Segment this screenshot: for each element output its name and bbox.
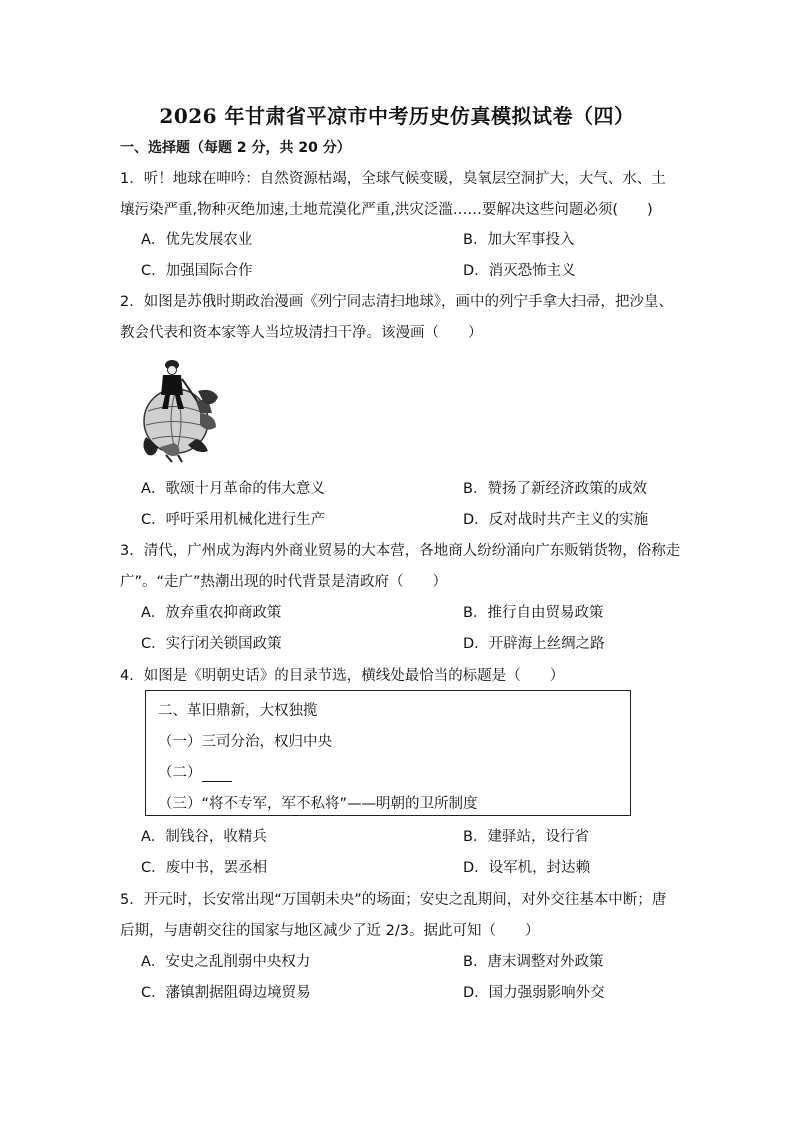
question-1-stem-line-1: 1．听！地球在呻吟：自然资源枯竭，全球气候变暖，臭氧层空洞扩大，大气、水、土 xyxy=(120,171,666,187)
question-2-stem-line-2: 教会代表和资本家等人当垃圾清扫干净。该漫画（ ） xyxy=(120,325,483,341)
question-1-option-a: A．优先发展农业 xyxy=(141,232,253,248)
question-5-stem-line-1: 5．开元时，长安常出现“万国朝未央”的场面；安史之乱期间，对外交往基本中断；唐 xyxy=(120,892,667,908)
question-1-option-b: B．加大军事投入 xyxy=(463,232,575,248)
page-title: 2026 年甘肃省平凉市中考历史仿真模拟试卷（四） xyxy=(159,104,635,128)
question-2-stem-line-1: 2．如图是苏俄时期政治漫画《列宁同志清扫地球》，画中的列宁手拿大扫帚，把沙皇、 xyxy=(120,294,673,310)
question-3-option-a: A．放弃重农抑商政策 xyxy=(141,605,282,621)
question-4-option-d: D．设军机，封达赖 xyxy=(463,860,591,876)
section-heading: 一、选择题（每题 2 分，共 20 分） xyxy=(120,140,351,156)
question-3-option-c: C．实行闭关锁国政策 xyxy=(141,636,282,652)
question-2-option-b: B．赞扬了新经济政策的成效 xyxy=(463,481,647,497)
question-4-stem: 4．如图是《明朝史话》的目录节选，横线处最恰当的标题是（ ） xyxy=(120,668,565,684)
answer-blank xyxy=(202,769,232,782)
contents-section-2 xyxy=(158,761,232,782)
contents-section-1: （一）三司分治，权归中央 xyxy=(158,734,332,750)
question-3-option-b: B．推行自由贸易政策 xyxy=(463,605,604,621)
question-1-option-c: C．加强国际合作 xyxy=(141,263,253,279)
question-2-option-c: C．呼吁采用机械化进行生产 xyxy=(141,512,326,528)
book-contents-box xyxy=(145,690,631,816)
question-3-stem-line-1: 3．清代，广州成为海内外商业贸易的大本营，各地商人纷纷涌向广东贩销货物，俗称走 xyxy=(120,543,681,559)
contents-section-2-label: （二） xyxy=(158,765,202,781)
question-5-stem-line-2: 后期，与唐朝交往的国家与地区减少了近 2/3。据此可知（ ） xyxy=(120,923,540,939)
question-3-stem-line-2: 广”。“走广”热潮出现的时代背景是清政府（ ） xyxy=(120,574,448,590)
question-1-stem-line-2: 壤污染严重,物种灭绝加速,土地荒漠化严重,洪灾泛滥……要解决这些问题必须( ) xyxy=(120,202,653,218)
question-4-option-b: B．建驿站，设行省 xyxy=(463,829,589,845)
question-2-option-d: D．反对战时共产主义的实施 xyxy=(463,512,649,528)
question-2-option-a: A．歌颂十月革命的伟大意义 xyxy=(141,481,325,497)
question-4-option-c: C．废中书，罢丞相 xyxy=(141,860,268,876)
contents-chapter-title: 二、革旧鼎新，大权独揽 xyxy=(158,703,318,719)
question-5-option-d: D．国力强弱影响外交 xyxy=(463,985,605,1001)
question-3-option-d: D．开辟海上丝绸之路 xyxy=(463,636,605,652)
contents-section-3: （三）“将不专军，军不私将”——明朝的卫所制度 xyxy=(158,796,478,812)
lenin-cartoon-image xyxy=(138,351,224,463)
question-4-option-a: A．制钱谷，收精兵 xyxy=(141,829,267,845)
question-5-option-c: C．藩镇割据阻碍边境贸易 xyxy=(141,985,311,1001)
question-5-option-b: B．唐末调整对外政策 xyxy=(463,954,604,970)
question-5-option-a: A．安史之乱削弱中央权力 xyxy=(141,954,311,970)
question-1-option-d: D．消灭恐怖主义 xyxy=(463,263,576,279)
